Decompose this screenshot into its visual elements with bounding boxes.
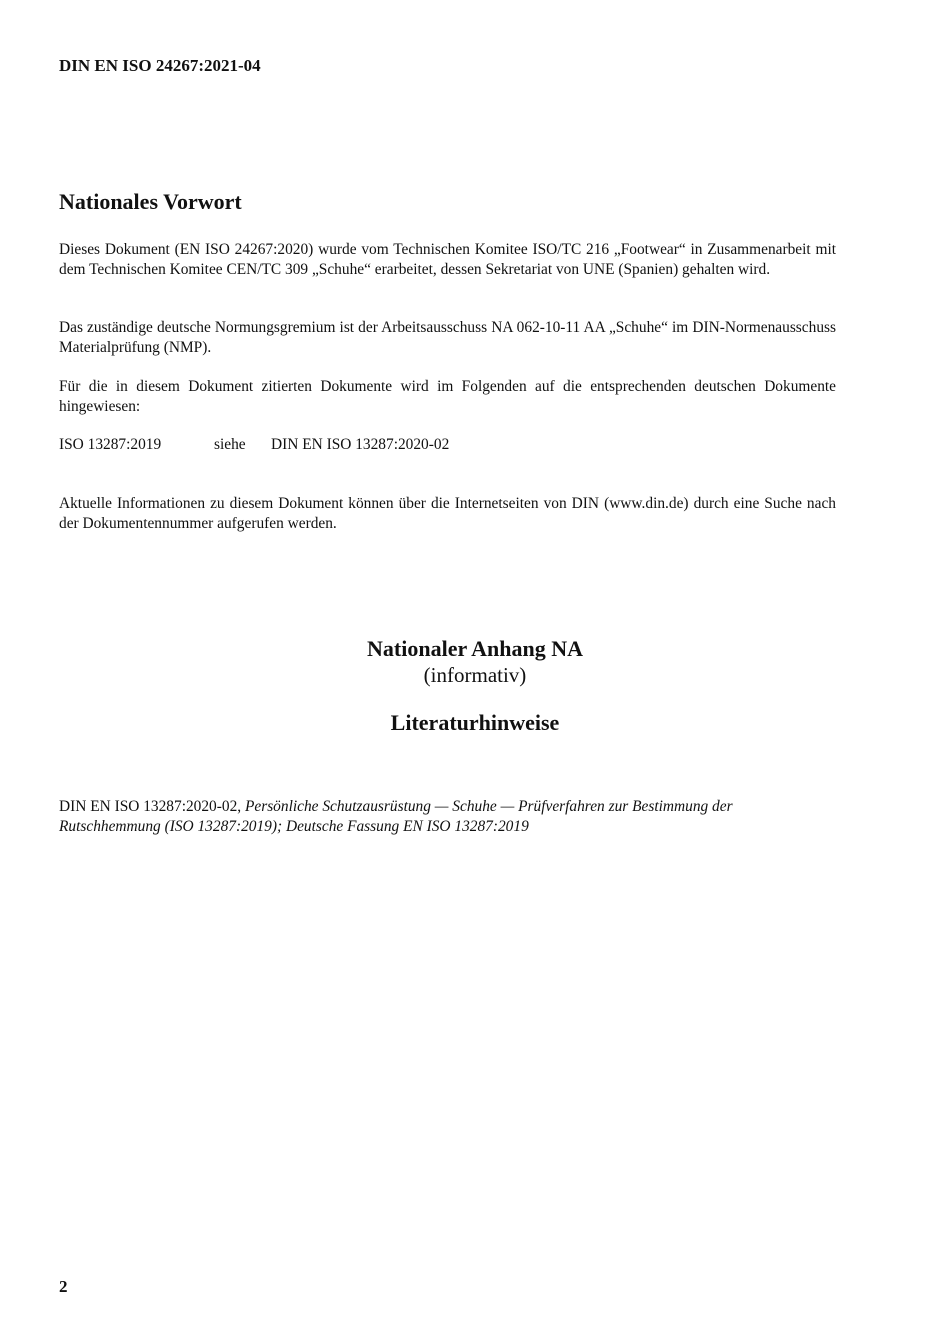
annex-subtitle: (informativ) bbox=[423, 663, 527, 687]
bibliography-title: Literaturhinweise bbox=[390, 710, 560, 735]
bibliography-entry-id: DIN EN ISO 13287:2020-02, bbox=[59, 798, 245, 815]
reference-din-number: DIN EN ISO 13287:2020-02 bbox=[271, 436, 450, 453]
bibliography-entry-title-line-2: Rutschhemmung (ISO 13287:2019); Deutsche Fassung EN ISO 13287:2019 bbox=[59, 818, 529, 835]
foreword-paragraph-3: Für die in diesem Dokument zitierten Dokumente wird im Folgenden auf die entsprechenden deutschen Dokumente hingewiesen: bbox=[59, 378, 836, 415]
foreword-paragraph-4: Aktuelle Informationen zu diesem Dokument können über die Internetseiten von DIN (www.din.de) durch eine Suche nach der Dokumentennummer aufgerufen werden. bbox=[59, 495, 836, 532]
annex-title: Nationaler Anhang NA bbox=[367, 636, 583, 661]
section-title-nationales-vorwort: Nationales Vorwort bbox=[59, 189, 242, 214]
reference-iso-number: ISO 13287:2019 bbox=[59, 436, 162, 453]
foreword-paragraph-2: Das zuständige deutsche Normungsgremium ist der Arbeitsausschuss NA 062-10-11 AA „Schuhe“ im DIN-Normenausschuss Materialprüfung (NMP). bbox=[59, 319, 836, 356]
bibliography-entry-title-line-1: Persönliche Schutzausrüstung — Schuhe — Prüfverfahren zur Bestimmung der bbox=[244, 798, 733, 815]
page-number: 2 bbox=[59, 1277, 68, 1296]
foreword-paragraph-1: Dieses Dokument (EN ISO 24267:2020) wurde vom Technischen Komitee ISO/TC 216 „Footwear“ in Zusammenarbeit mit dem Technischen Komitee CEN/TC 309 „Schuhe“ erarbeitet, dessen Sekretariat von UNE (Spanien) gehalten wird. bbox=[59, 241, 836, 278]
annex-heading-block bbox=[0, 636, 950, 688]
bibliography-entry bbox=[59, 797, 849, 837]
reference-see-label: siehe bbox=[214, 436, 246, 453]
document-id-header: DIN EN ISO 24267:2021-04 bbox=[59, 56, 261, 75]
